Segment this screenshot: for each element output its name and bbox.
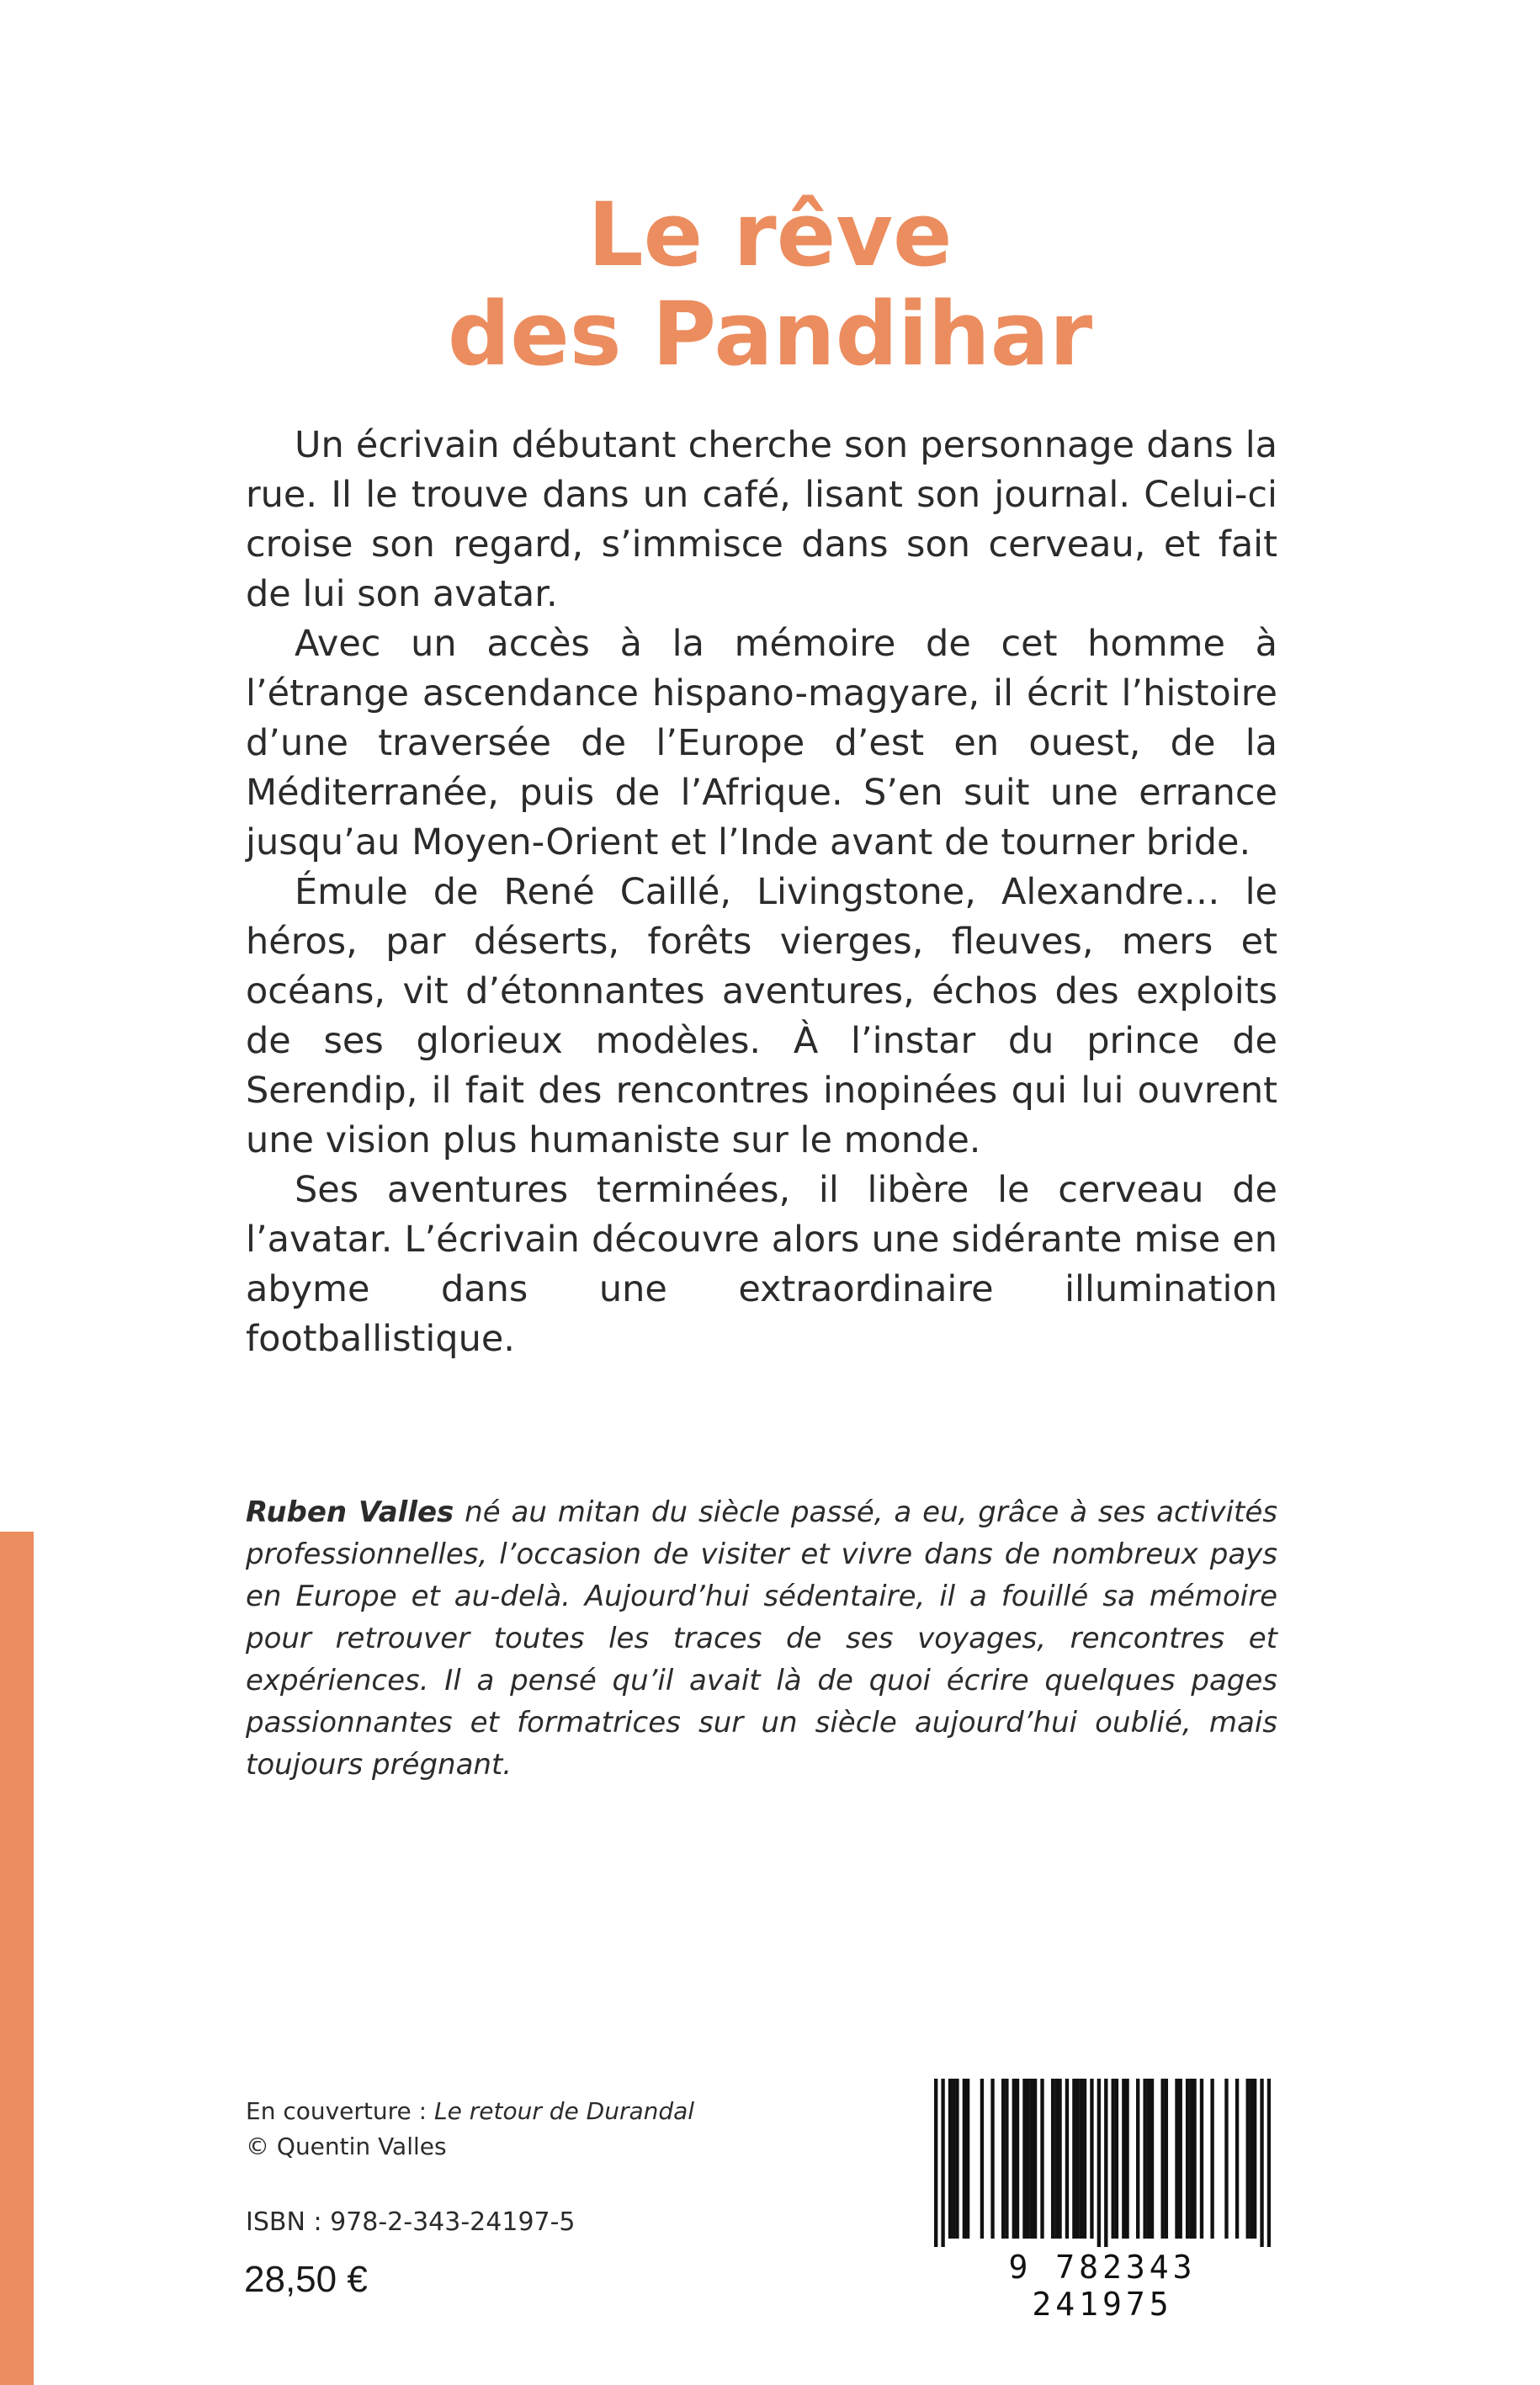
- price: 28,50 €: [244, 2259, 368, 2300]
- blurb-paragraph: Ses aventures terminées, il libère le cerveau de l’avatar. L’écrivain découvre alors une sidérante mise en abyme dans une extraordinaire illumination footballistique.: [246, 1169, 1277, 1360]
- barcode-bar: [1075, 2079, 1079, 2239]
- barcode-bar: [952, 2079, 955, 2239]
- barcode-bar: [1175, 2079, 1178, 2239]
- barcode-bar: [1072, 2079, 1075, 2239]
- cover-credit-prefix: En couverture :: [246, 2097, 434, 2125]
- barcode-bar: [963, 2079, 966, 2239]
- barcode-bar: [1235, 2079, 1239, 2239]
- barcode-bar: [1030, 2079, 1033, 2239]
- barcode-bar: [1189, 2079, 1192, 2239]
- barcode: [934, 2079, 1288, 2323]
- barcode-bar: [1033, 2079, 1037, 2239]
- barcode-bar: [1253, 2079, 1256, 2239]
- barcode-bar: [1054, 2079, 1058, 2239]
- author-bio: [246, 1491, 1277, 1786]
- barcode-bar: [1136, 2079, 1139, 2239]
- blurb-paragraph: Un écrivain débutant cherche son personnage dans la rue. Il le trouve dans un café, lisant son journal. Celui-ci croise son regard, s’immisce dans son cerveau, et fait de lui son avatar.: [246, 424, 1277, 615]
- author-name: Ruben Valles: [246, 1495, 454, 1529]
- barcode-bar: [1125, 2079, 1128, 2239]
- barcode-bar: [1016, 2079, 1019, 2239]
- book-blurb: [246, 421, 1277, 1364]
- barcode-bar: [1210, 2079, 1213, 2239]
- barcode-digits: 9 782343 241975: [1008, 2249, 1197, 2323]
- barcode-bar: [1022, 2079, 1026, 2239]
- barcode-bar: [1150, 2079, 1154, 2239]
- barcode-bars: [934, 2079, 1271, 2247]
- barcode-bar: [1143, 2079, 1146, 2239]
- barcode-bar: [1058, 2079, 1061, 2239]
- barcode-bar: [934, 2079, 937, 2247]
- isbn: ISBN : 978-2-343-24197-5: [246, 2207, 576, 2237]
- cover-copyright: © Quentin Valles: [246, 2133, 447, 2160]
- barcode-bar: [1250, 2079, 1253, 2239]
- book-title: [0, 185, 1540, 384]
- barcode-bar: [1040, 2079, 1043, 2239]
- barcode-bar: [1246, 2079, 1250, 2239]
- barcode-bar: [966, 2079, 969, 2239]
- barcode-bar: [1080, 2079, 1083, 2239]
- blurb-paragraph: Émule de René Caillé, Livingstone, Alexandre… le héros, par déserts, forêts vierges, fleuves, mers et océans, vit d’étonnantes aventures, échos des exploits de ses glorieux modèles. À l’instar du prince de Serendip, il fait des rencontres inopinées qui lui ouvrent une vision plus humaniste sur le monde.: [246, 871, 1277, 1161]
- blurb-paragraph: Avec un accès à la mémoire de cet homme à l’étrange ascendance hispano-magyare, il écrit l’histoire d’une traversée de l’Europe d’est en ouest, de la Méditerranée, puis de l’Afrique. S’en suit une errance jusqu’au Moyen-Orient et l’Inde avant de tourner bride.: [246, 623, 1277, 863]
- barcode-bar: [1165, 2079, 1168, 2239]
- cover-credit-line: [246, 2094, 694, 2129]
- barcode-bar: [980, 2079, 984, 2239]
- barcode-bar: [1065, 2079, 1069, 2239]
- barcode-bar: [1186, 2079, 1189, 2239]
- author-bio-text: né au mitan du siècle passé, a eu, grâce à ses activités professionnelles, l’occasion de visiter et vivre dans de nombreux pays en Europe et au-delà. Aujourd’hui sédentaire, il a fouillé sa mémoire pour retrouver toutes les traces de ses voyages, rencontres et expériences. Il a pensé qu’il avait là de quoi écrire quelques pages passionnantes et formatrices sur un siècle aujourd’hui oublié, mais toujours prégnant.: [246, 1495, 1277, 1782]
- barcode-bar: [1097, 2079, 1101, 2247]
- barcode-bar: [1083, 2079, 1086, 2239]
- barcode-bar: [1179, 2079, 1182, 2239]
- barcode-bar: [941, 2079, 944, 2247]
- barcode-bar: [1104, 2079, 1107, 2247]
- barcode-bar: [1051, 2079, 1054, 2239]
- barcode-bar: [1224, 2079, 1228, 2239]
- barcode-bar: [1090, 2079, 1093, 2239]
- barcode-bar: [1122, 2079, 1125, 2239]
- barcode-bar: [955, 2079, 959, 2239]
- barcode-bar: [1115, 2079, 1118, 2239]
- cover-credits: [246, 2094, 694, 2165]
- barcode-bar: [990, 2079, 994, 2239]
- barcode-bar: [1192, 2079, 1196, 2239]
- book-title-line-2: des Pandihar: [447, 282, 1093, 385]
- barcode-bar: [1005, 2079, 1008, 2239]
- barcode-bar: [1026, 2079, 1029, 2239]
- barcode-bar: [1147, 2079, 1150, 2239]
- cover-artwork-title: Le retour de Durandal: [434, 2097, 695, 2125]
- book-title-line-1: Le rêve: [587, 183, 953, 286]
- barcode-bar: [1012, 2079, 1016, 2239]
- barcode-bar: [1160, 2079, 1164, 2239]
- barcode-bar: [1260, 2079, 1263, 2247]
- barcode-bar: [1001, 2079, 1005, 2239]
- barcode-bar: [1200, 2079, 1203, 2239]
- barcode-bar: [948, 2079, 952, 2239]
- barcode-bar: [1267, 2079, 1271, 2247]
- barcode-bar: [1112, 2079, 1115, 2239]
- accent-side-bar: [0, 1532, 34, 2385]
